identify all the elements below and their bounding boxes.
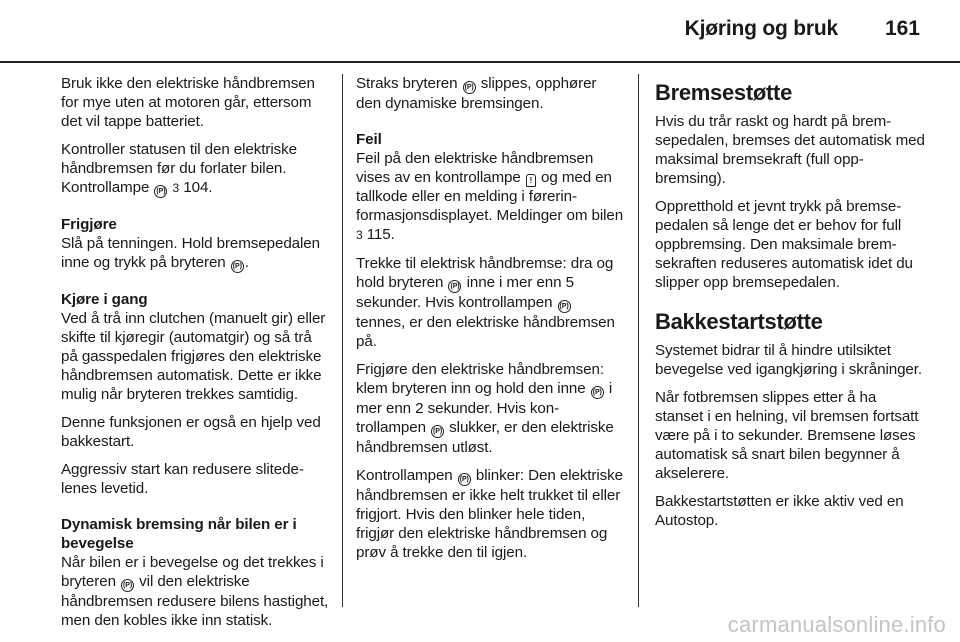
subheading-feil: Feil (356, 131, 382, 148)
paragraph: Kontrollampen (P) blinker: Den elektriske håndbremsen er ikke helt trukket til eller frigjort. Hvis den blinker hele tiden, frigjør den elektriske håndbremsen og prøv å trekke den til igjen. (356, 467, 623, 561)
page-title: Kjøring og bruk (684, 17, 838, 40)
paragraph: Denne funksjonen er også en hjelp ved bakkestart. (61, 414, 321, 450)
park-brake-switch-icon: (P) (463, 81, 476, 94)
page-reference-icon: 3 (356, 228, 363, 242)
paragraph: Bakkestartstøtten er ikke aktiv ved en Autostop. (655, 493, 904, 529)
subheading-frigjore: Frigjøre (61, 216, 117, 233)
column-divider-2 (638, 74, 639, 607)
park-brake-switch-icon: (P) (591, 386, 604, 399)
page-number: 161 (884, 17, 920, 40)
paragraph: Bruk ikke den elektriske håndbremsen for mye uten at motoren går, ettersom det vil tappe batteriet. (61, 75, 315, 130)
column-divider-1 (342, 74, 343, 607)
paragraph: Når fotbremsen slippes etter å ha stanset i en helning, vil bremsen fortsatt være på i to sekunder. Bremsene løses automatisk så snart bilen begynner å akselerere. (655, 389, 919, 482)
paragraph: Kontroller statusen til den elektriske håndbremsen før du forlater bilen. Kontrollampe (P) 3 104. (61, 141, 297, 196)
section-heading-bakkestartstotte: Bakkestartstøtte (655, 309, 823, 334)
park-brake-switch-icon: (P) (121, 579, 134, 592)
park-brake-lamp-icon: (P) (154, 185, 167, 198)
park-brake-lamp-icon: (P) (558, 300, 571, 313)
page-header (0, 0, 960, 62)
subheading-kjore-i-gang: Kjøre i gang (61, 291, 148, 308)
paragraph: Frigjøre den elektriske håndbremsen: klem bryteren inn og hold den inne (P) i mer enn 2 sekunder. Hvis kontrollampen (P) slukker, er den elektriske håndbremsen utløst. (356, 361, 614, 456)
park-brake-switch-icon: (P) (231, 260, 244, 273)
page-reference-icon: 3 (172, 181, 180, 195)
park-brake-lamp-icon: (P) (458, 473, 471, 486)
park-brake-switch-icon: (P) (448, 280, 461, 293)
subheading-dynamisk-bremsing: Dynamisk bremsing når bilen er i bevegelse (61, 516, 297, 552)
column-1 (61, 74, 329, 639)
section-heading-bremsestotte: Bremsestøtte (655, 80, 793, 105)
park-brake-lamp-icon: (P) (431, 425, 444, 438)
paragraph: Når bilen er i bevegelse og det trekkes i bryteren (P) vil den elektriske håndbremsen redusere bilens hastighet, men den kobles ikke inn statisk. (61, 554, 329, 629)
watermark: carmanualsonline.info (727, 612, 946, 637)
paragraph: Systemet bidrar til å hindre utilsiktet bevegelse ved igangkjøring i skråninger. (655, 342, 923, 378)
paragraph: Trekke til elektrisk håndbremse: dra og hold bryteren (P) inne i mer enn 5 sekunder. Hvis kontrollampen (P) tennes, er den elektriske håndbremsen på. (356, 255, 615, 350)
paragraph: Slå på tenningen. Hold bremsepedalen inne og trykk på bryteren (P) . (61, 235, 320, 271)
paragraph: Aggressiv start kan redusere slitedelenes levetid. (61, 461, 304, 497)
paragraph: Ved å trå inn clutchen (manuelt gir) eller skifte til kjøregir (automatgir) og så trå på gasspedalen frigjøres den elektriske håndbremsen automatisk. Dette er ikke mulig når bryteren trekkes samtidig. (61, 310, 326, 403)
page-reference-link[interactable]: 115. (366, 226, 395, 243)
column-2 (356, 74, 624, 571)
column-3 (655, 74, 925, 539)
page-reference-link[interactable]: 104. (183, 179, 213, 196)
paragraph: Feil på den elektriske håndbremsen vises av en kontrollampe ! og med en tallkode eller en melding i førerinformasjonsdisplayet. Meldinger om bilen 3 115. (356, 150, 624, 243)
paragraph: Hvis du trår raskt og hardt på bremsepedalen, bremses det automatisk med maksimal bremsekraft (full oppbremsing). (655, 113, 925, 187)
warning-lamp-icon: ! (526, 174, 536, 187)
paragraph: Oppretthold et jevnt trykk på bremsepedalen så lenge det er behov for full oppbremsing. Den maksimale bremsekraften reduseres automatisk idet du slipper opp bremsepedalen. (655, 198, 913, 291)
header-divider (0, 61, 960, 63)
paragraph: Straks bryteren (P) slippes, opphører den dynamiske bremsingen. (356, 75, 597, 112)
